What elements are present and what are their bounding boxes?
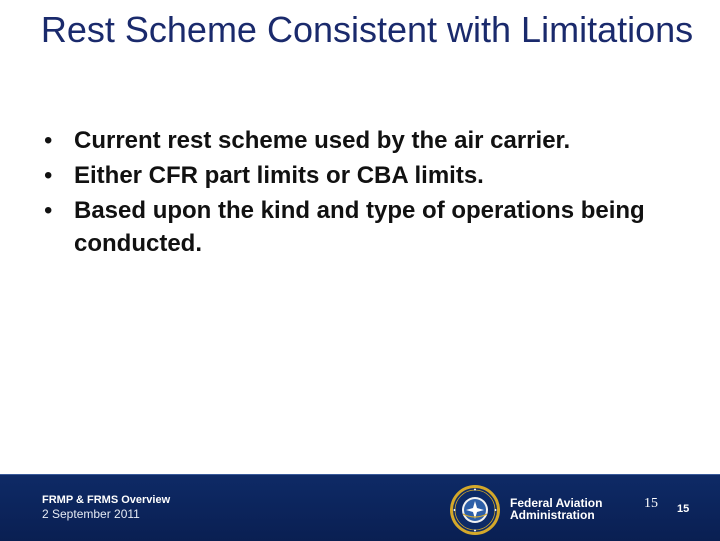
slide-title: Rest Scheme Consistent with Limitations [40,9,694,50]
slide-footer [0,474,720,541]
bullet-dot: • [44,162,53,189]
footer-info [42,493,170,522]
bullet-text: Current rest scheme used by the air carrier. [74,127,571,154]
presentation-title: FRMP & FRMS Overview [42,494,171,506]
bullet-list [44,124,684,262]
agency-name-line2: Administration [510,508,595,522]
agency-name [510,497,602,521]
bullet-dot: • [44,127,53,154]
page-number-secondary: 15 [677,503,690,515]
page-number: 15 [644,496,658,511]
bullet-text: Either CFR part limits or CBA limits. [74,162,484,189]
bullet-item [44,124,684,157]
bullet-item [44,159,684,192]
faa-seal-icon [449,484,501,536]
bullet-item [44,194,684,260]
bullet-dot: • [44,197,53,224]
presentation-date: 2 September 2011 [42,507,140,521]
bullet-text: Based upon the kind and type of operations being conducted. [74,197,645,257]
agency-name-line1: Federal Aviation [510,496,603,510]
